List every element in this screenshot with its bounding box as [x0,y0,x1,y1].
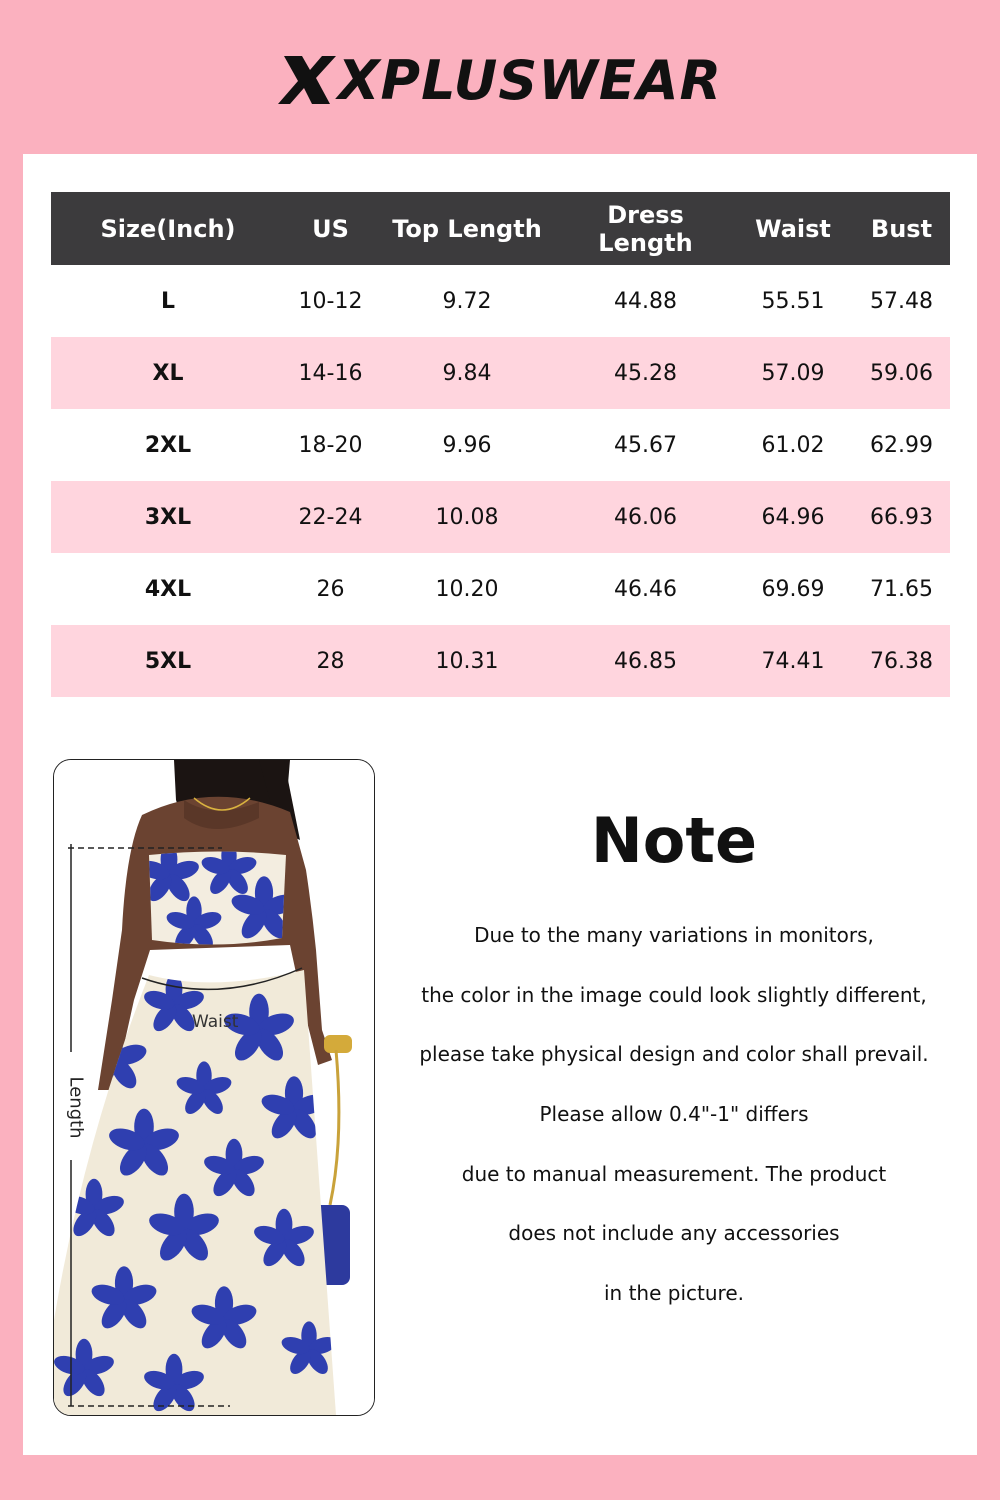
cell-dress-length: 46.85 [558,625,733,697]
note-line: does not include any accessories [508,1221,840,1246]
cell-size: XL [51,337,285,409]
cell-dress-length: 45.28 [558,337,733,409]
cell-bust: 57.48 [870,288,933,314]
table-row [51,337,950,409]
cell-size: 5XL [51,625,285,697]
cell-dress-length: 44.88 [614,288,677,314]
note-line: the color in the image could look slightly different, [421,982,927,1007]
note-line: Due to the many variations in monitors, [474,923,874,947]
cell-top-length: 9.96 [442,432,492,458]
note-line: in the picture. [604,1281,744,1306]
length-label: Length [65,1076,87,1139]
note-line: please take physical design and color shall prevail. [419,1042,929,1067]
cell-waist: 64.96 [733,481,853,553]
cell-bust: 71.65 [870,576,933,602]
table-row [51,409,950,481]
table-row [51,481,950,553]
header-waist: Waist [733,192,853,265]
cell-waist: 69.69 [761,576,825,602]
cell-bust: 76.38 [853,625,950,697]
header-dress-length: Dress Length [558,192,733,265]
cell-dress-length: 46.06 [558,481,733,553]
cell-bust: 62.99 [870,432,933,458]
header-top-length: Top Length [376,192,558,265]
header-us: US [285,192,376,265]
cell-waist: 55.51 [761,288,825,314]
note-text [397,906,951,1324]
cell-us: 10-12 [298,288,363,314]
cell-top-length: 9.84 [376,337,558,409]
cell-us: 18-20 [298,432,363,458]
note-line: Please allow 0.4"-1" differs [539,1102,809,1127]
cell-size: 2XL [144,432,192,458]
table-row [51,553,950,625]
cell-bust: 59.06 [853,337,950,409]
cell-size: L [160,288,176,314]
cell-dress-length: 46.46 [614,576,677,602]
cell-bust: 66.93 [853,481,950,553]
table-row [51,265,950,337]
cell-us: 26 [316,576,345,602]
waist-label: Waist [192,1012,239,1032]
cell-us: 22-24 [285,481,376,553]
brand-name: XPLUSWEAR [337,48,723,112]
model-photo-icon [54,760,374,1415]
brand-logo [0,44,1000,116]
cell-size: 4XL [144,576,192,602]
cell-us: 28 [285,625,376,697]
size-table [51,192,950,697]
cell-waist: 61.02 [761,432,825,458]
cell-top-length: 10.20 [435,576,499,602]
content-card [23,154,977,1455]
cell-waist: 74.41 [733,625,853,697]
cell-dress-length: 45.67 [614,432,677,458]
cell-top-length: 10.31 [376,625,558,697]
cell-waist: 57.09 [733,337,853,409]
note-title: Note [590,804,758,877]
table-header-row [51,192,950,265]
note-line: due to manual measurement. The product [461,1161,887,1186]
header-size: Size(Inch) [51,192,285,265]
cell-top-length: 10.08 [376,481,558,553]
cell-top-length: 9.72 [442,288,492,314]
cell-us: 14-16 [285,337,376,409]
table-row [51,625,950,697]
product-photo [53,759,375,1416]
x-mark-icon [278,56,336,104]
header-bust: Bust [853,192,950,265]
cell-size: 3XL [51,481,285,553]
